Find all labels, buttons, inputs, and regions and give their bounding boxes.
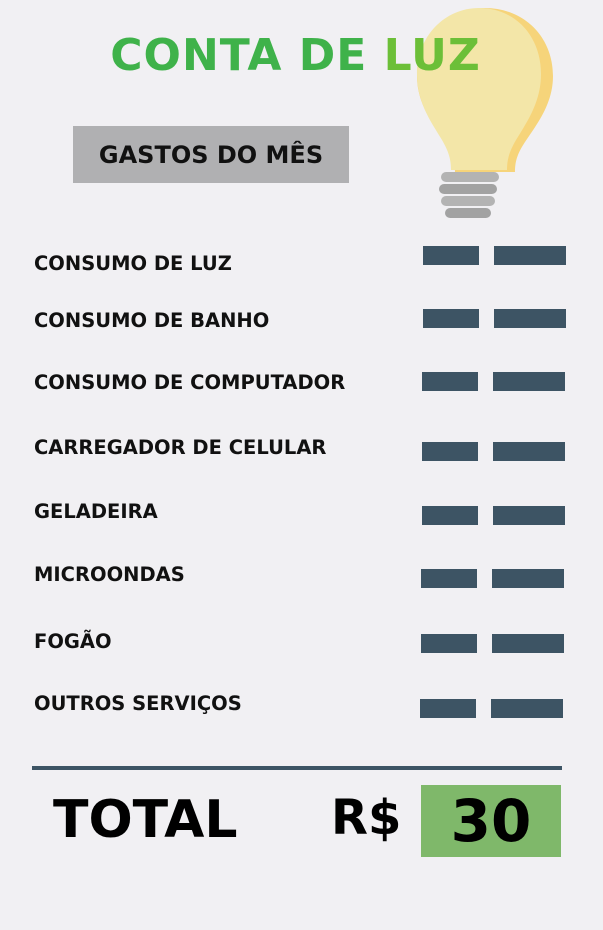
item-label-banho: CONSUMO DE BANHO [34,309,270,332]
item-value-bar [422,442,478,461]
item-value-bar [494,246,566,265]
item-value-bar [423,246,479,265]
total-value: 30 [450,787,532,855]
item-value-bar [493,442,565,461]
item-value-bar [423,309,479,328]
item-label-geladeira: GELADEIRA [34,500,158,523]
item-value-bar [422,506,478,525]
item-value-bar [492,569,564,588]
subtitle-badge [73,126,349,183]
item-label-outros: OUTROS SERVIÇOS [34,692,242,715]
total-label: TOTAL [53,790,238,850]
item-label-celular: CARREGADOR DE CELULAR [34,436,327,459]
item-value-bar [492,634,564,653]
item-value-bar [420,699,476,718]
item-value-bar [491,699,563,718]
item-value-bar [421,569,477,588]
item-value-bar [494,309,566,328]
item-label-fogao: FOGÃO [34,630,112,653]
item-value-bar [422,372,478,391]
currency-symbol: R$ [331,790,402,846]
item-value-bar [493,372,565,391]
subtitle-text: GASTOS DO MÊS [98,140,324,169]
page-title: CONTA DE LUZ [110,30,481,81]
total-value-box [421,785,561,857]
item-value-bar [493,506,565,525]
item-label-microondas: MICROONDAS [34,563,185,586]
item-label-computador: CONSUMO DE COMPUTADOR [34,371,346,394]
item-label-luz: CONSUMO DE LUZ [34,252,232,275]
item-value-bar [421,634,477,653]
total-divider [32,766,562,770]
